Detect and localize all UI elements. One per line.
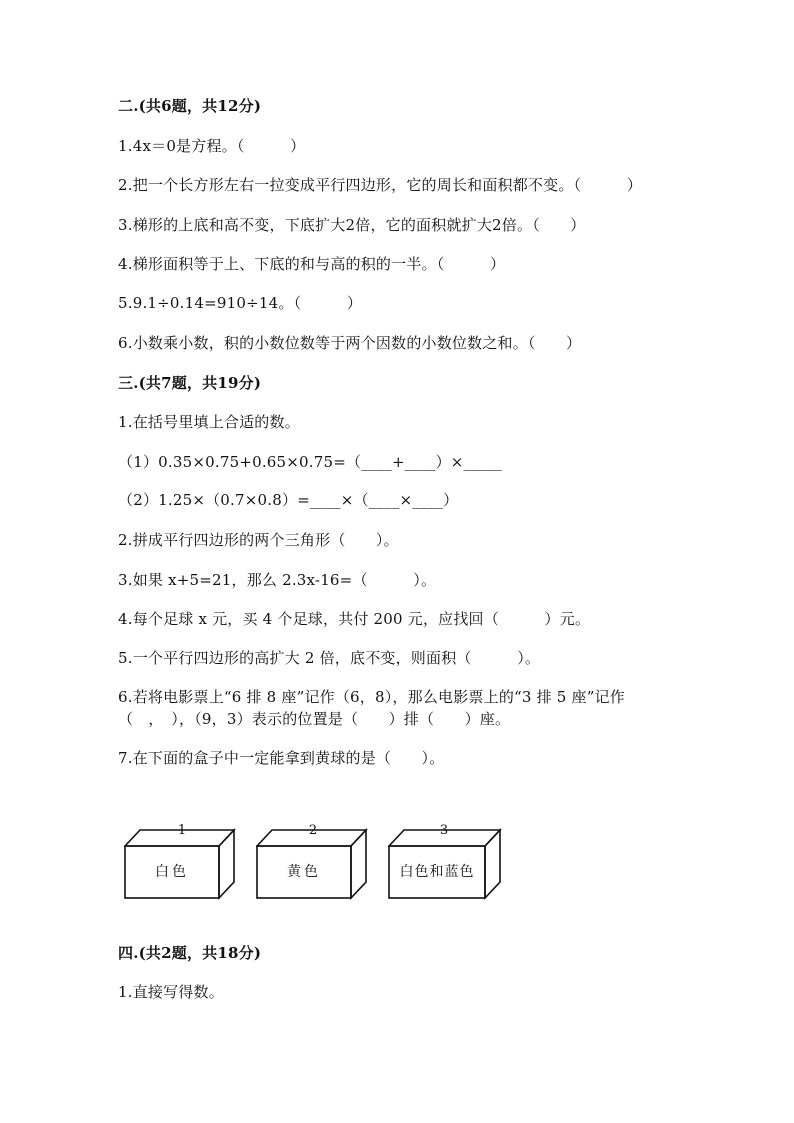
section-2-question-2: 2.把一个长方形左右一拉变成平行四边形，它的周长和面积都不变。（ ） [118, 176, 643, 194]
box-1-number: 1 [177, 823, 187, 838]
section-3-heading: 三.(共7题，共19分) [118, 374, 262, 392]
section-4-heading: 四.(共2题，共18分) [118, 944, 262, 962]
section-3-question-6-line-1: 6.若将电影票上“6 排 8 座”记作（6，8），那么电影票上的“3 排 5 座”记作 [118, 688, 625, 706]
section-3-question-4: 4.每个足球 x 元，买 4 个足球，共付 200 元，应找回（ ）元。 [118, 610, 591, 628]
box-2-number: 2 [308, 823, 318, 838]
section-2-heading: 二.(共6题，共12分) [118, 97, 262, 115]
box-1-label: 白色 [155, 864, 189, 880]
section-3-question-6-line-2: （ ， ），（9，3）表示的位置是（ ）排（ ）座。 [118, 710, 511, 728]
section-2-question-5: 5.9.1÷0.14=910÷14。（ ） [118, 294, 363, 312]
section-2-question-6: 6.小数乘小数，积的小数位数等于两个因数的小数位数之和。（ ） [118, 334, 582, 352]
box-3 [388, 822, 504, 902]
box-1 [124, 822, 238, 902]
section-4-question-1: 1.直接写得数。 [118, 983, 224, 1001]
section-3-question-1: 1.在括号里填上合适的数。 [118, 413, 300, 431]
section-3-question-1-part-1: （1）0.35×0.75+0.65×0.75=（____+____）×_____ [118, 453, 503, 471]
section-2-question-3: 3.梯形的上底和高不变，下底扩大2倍，它的面积就扩大2倍。（ ） [118, 216, 586, 234]
box-2-label: 黄色 [287, 864, 321, 880]
box-3-label: 白色和蓝色 [399, 864, 475, 880]
box-2 [256, 822, 370, 902]
section-3-question-7: 7.在下面的盒子中一定能拿到黄球的是（ ）。 [118, 749, 445, 767]
section-3-question-2: 2.拼成平行四边形的两个三角形（ ）。 [118, 531, 399, 549]
section-3-question-3: 3.如果 x+5=21，那么 2.3x-16=（ ）。 [118, 571, 437, 589]
boxes-figure [118, 822, 508, 908]
box-3-number: 3 [439, 823, 449, 838]
section-2-question-1: 1.4x＝0是方程。（ ） [118, 137, 306, 155]
section-3-question-5: 5.一个平行四边形的高扩大 2 倍，底不变，则面积（ ）。 [118, 649, 541, 667]
section-2-question-4: 4.梯形面积等于上、下底的和与高的积的一半。（ ） [118, 255, 506, 273]
section-3-question-1-part-2: （2）1.25×（0.7×0.8）=____×（____×____） [118, 491, 459, 509]
